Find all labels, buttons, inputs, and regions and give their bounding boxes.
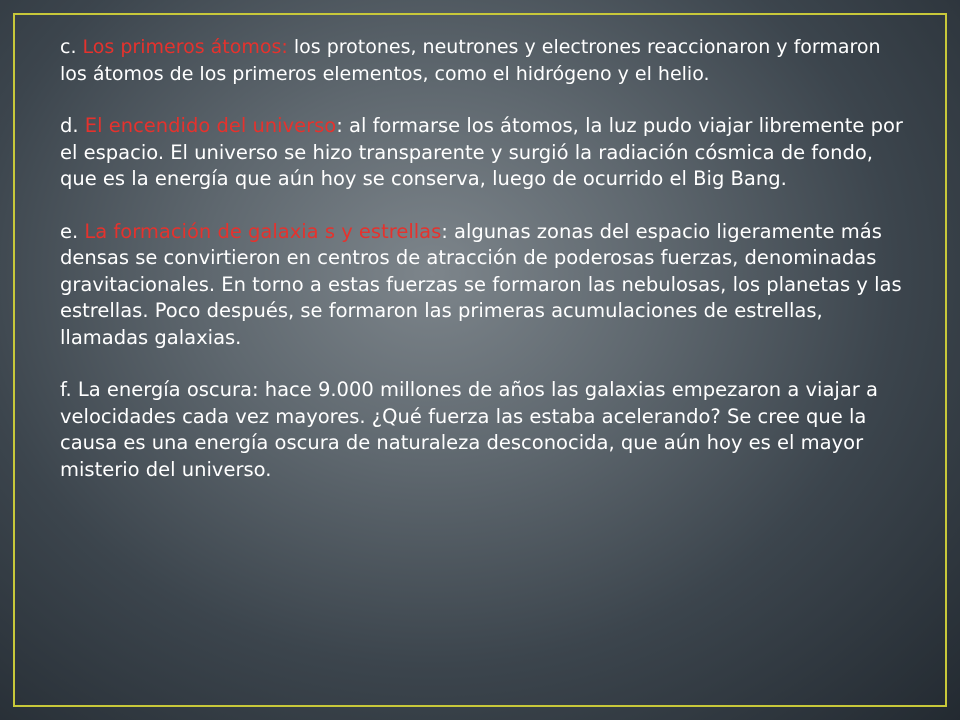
paragraph-prefix: d.: [60, 114, 85, 137]
paragraph-body: : algunas zonas del espacio ligeramente más densas se convirtieron en centros de atracción de poderosas fuerzas, denominadas gravitacionales. En torno a estas fuerzas se formaron las nebulosas, los planetas y las estrellas. Poco después, se formaron las primeras acumulaciones de estrellas, llamadas galaxias.: [60, 219, 902, 349]
paragraph-prefix: c.: [60, 36, 83, 58]
highlight-term: Los primeros átomos:: [82, 36, 288, 58]
paragraph-formacion-galaxias: [60, 219, 910, 352]
paragraph-energia-oscura: [60, 377, 910, 483]
paragraph-body: f. La energía oscura: hace 9.000 millones de años las galaxias empezaron a viajar a velocidades cada vez mayores. ¿Qué fuerza las estaba acelerando? Se cree que la causa es una energía oscura de naturaleza desconocida, que aún hoy es el mayor misterio del universo.: [60, 378, 878, 481]
paragraph-body: los protones, neutrones y electrones reaccionaron y formaron los átomos de los primeros elementos, como el hidrógeno y el helio.: [60, 36, 881, 85]
paragraph-body: : al formarse los átomos, la luz pudo viajar libremente por el espacio. El universo se hizo transparente y surgió la radiación cósmica de fondo, que es la energía que aún hoy se conserva, luego de ocurrido el Big Bang.: [60, 114, 903, 190]
highlight-term: El encendido del universo: [84, 114, 337, 137]
paragraph-prefix: e.: [60, 219, 85, 243]
paragraph-primeros-atomos: [60, 34, 910, 87]
paragraph-encendido-universo: [60, 113, 910, 193]
highlight-term: La formación de galaxia s y estrellas: [84, 219, 442, 243]
slide-content: [60, 34, 910, 509]
